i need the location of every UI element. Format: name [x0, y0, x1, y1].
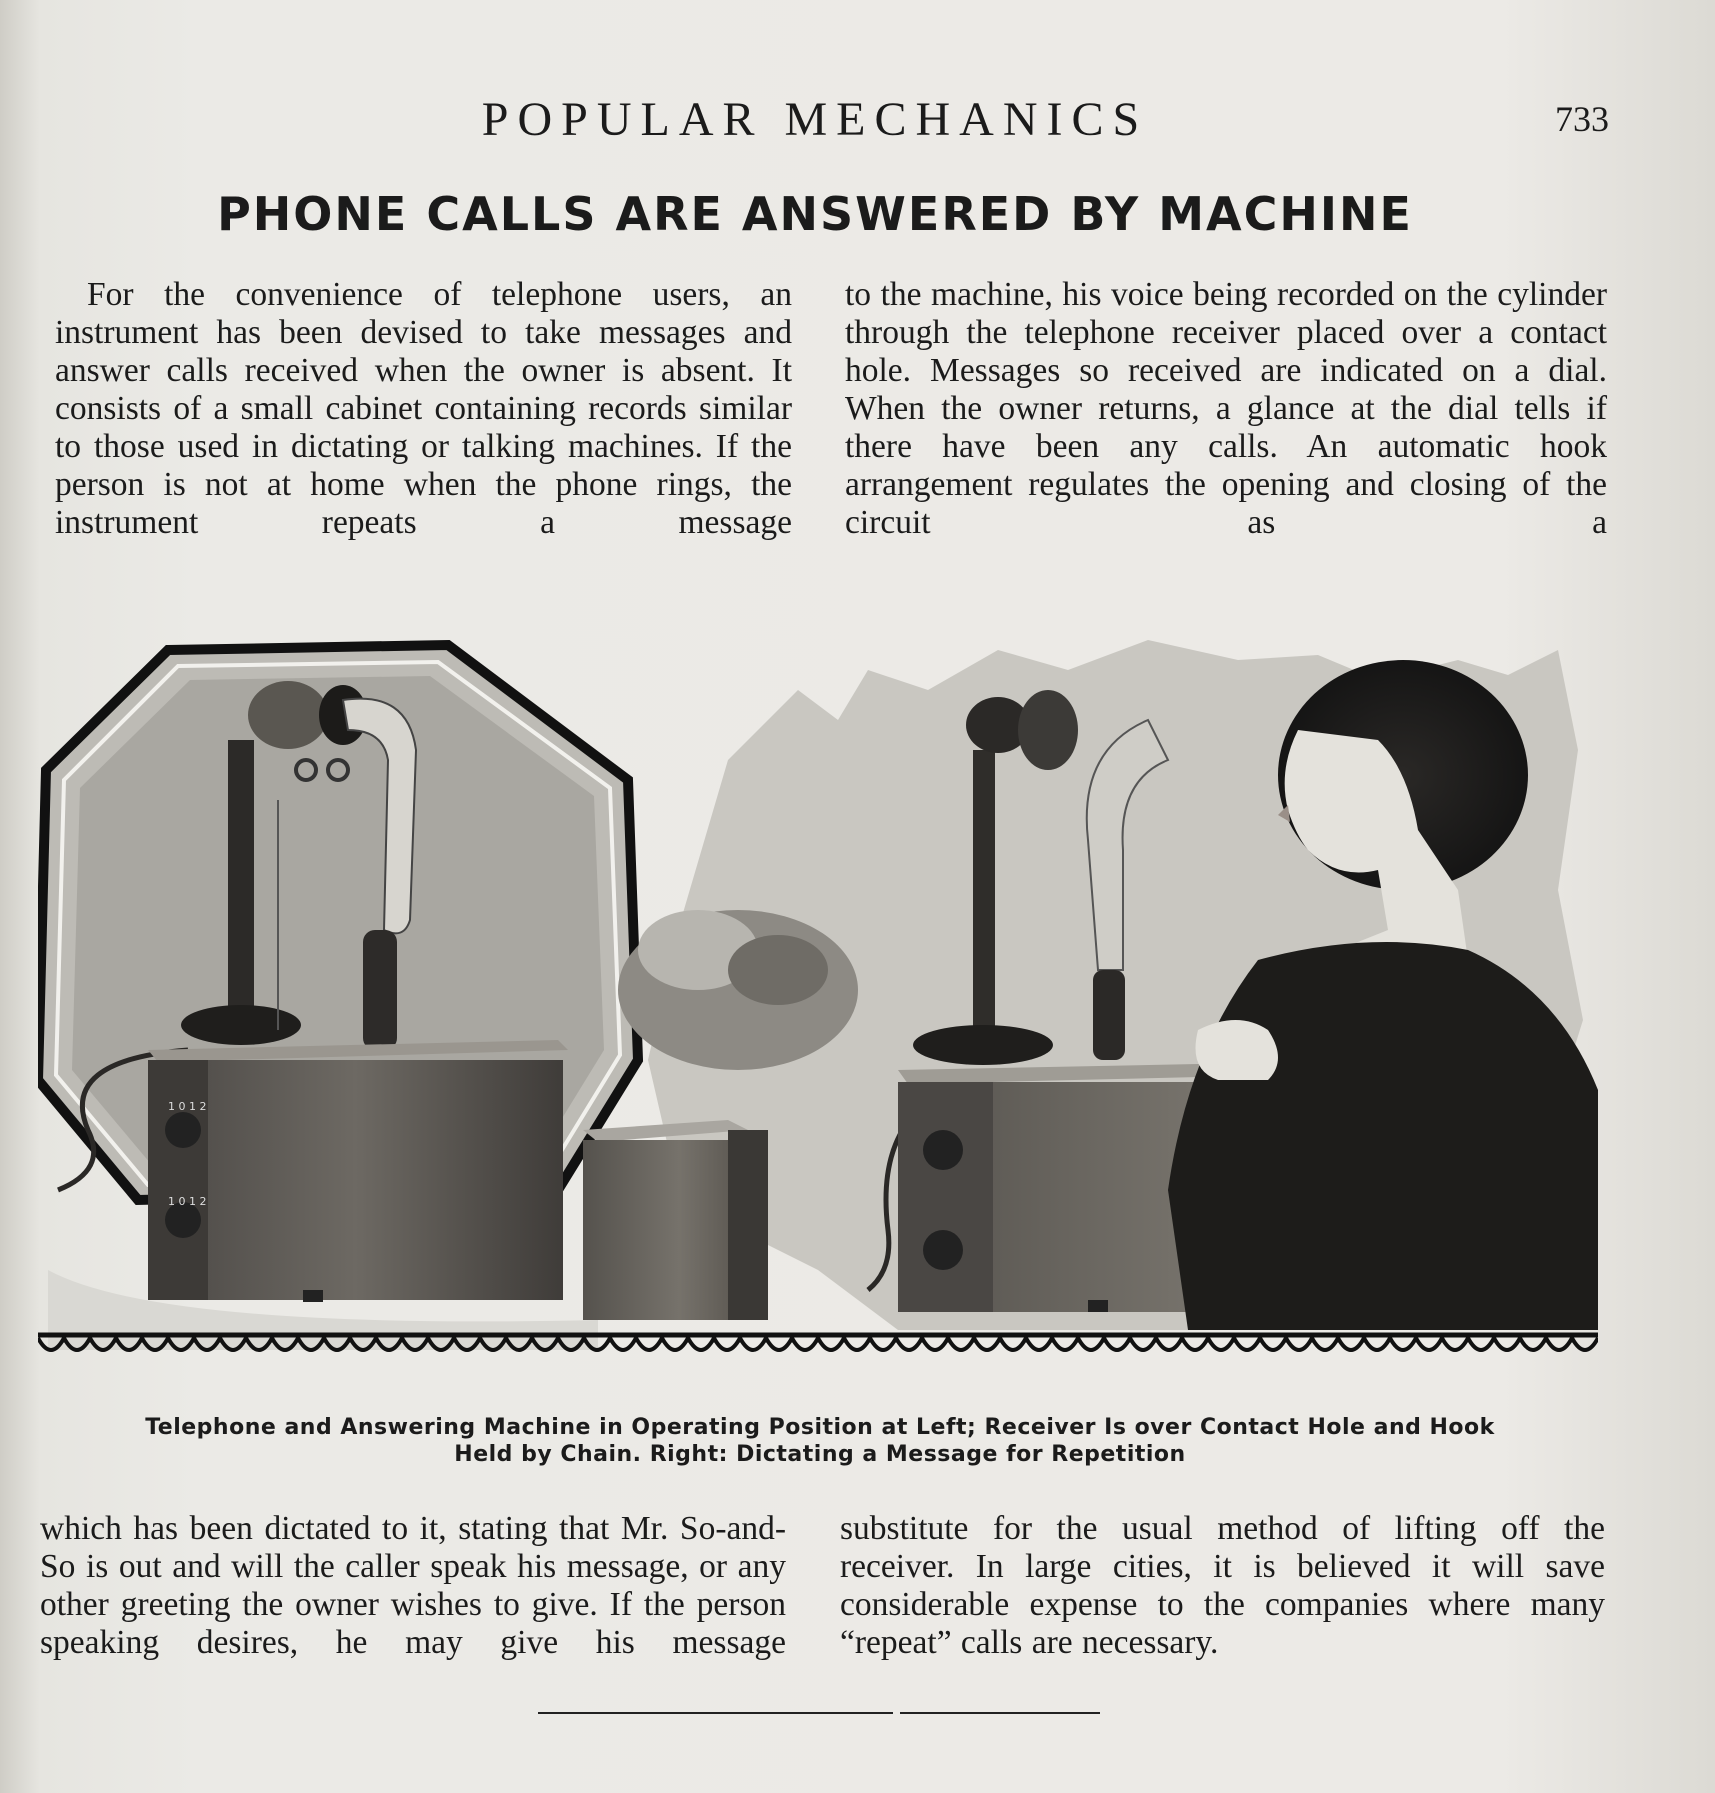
svg-text:1 0 1 2: 1 0 1 2	[168, 1195, 207, 1208]
article-column-2-bottom	[840, 1510, 1605, 1662]
figure-caption	[60, 1414, 1580, 1468]
paragraph-text: which has been dictated to it, stating that Mr. So-and-So is out and will the caller speak his message, or any other greeting the owner wishes to give. If the person speaking desires, he may give his message	[40, 1510, 786, 1661]
caption-line-2: Held by Chain. Right: Dictating a Message for Repetition	[454, 1442, 1186, 1467]
page-number: 733	[1555, 99, 1609, 139]
article-photograph	[38, 630, 1598, 1375]
paragraph-text: substitute for the usual method of lifting off the receiver. In large cities, it is believed it will save considerable expense to the companies where many “repeat” calls are necessary.	[840, 1510, 1605, 1661]
telephone-answering-machine-illustration	[38, 630, 1598, 1375]
article-column-1-bottom	[40, 1510, 786, 1662]
paragraph-text: For the convenience of telephone users, an instrument has been devised to take messages and answer calls received when the owner is absent. It consists of a small cabinet containing records similar to those used in dictating or talking machines. If the person is not at home when the phone rings, the instrument repeats a message	[55, 276, 792, 541]
article-column-2-top	[845, 276, 1607, 542]
end-rule-right	[900, 1712, 1100, 1714]
running-title: POPULAR MECHANICS	[481, 93, 1149, 146]
article-title: PHONE CALLS ARE ANSWERED BY MACHINE	[217, 187, 1413, 241]
paragraph-text: to the machine, his voice being recorded on the cylinder through the telephone receiver placed over a contact hole. Messages so received are indicated on a dial. When the owner returns, a glance at the dial tells if there have been any calls. An automatic hook arrangement regulates the opening and closing of the circuit as a	[845, 276, 1607, 541]
end-rule-left	[538, 1712, 893, 1714]
article-column-1-top	[55, 276, 792, 542]
svg-text:1 0 1 2: 1 0 1 2	[168, 1100, 207, 1113]
caption-line-1: Telephone and Answering Machine in Operating Position at Left; Receiver Is over Contact Hole and Hook	[145, 1415, 1495, 1440]
running-head	[0, 92, 1715, 152]
